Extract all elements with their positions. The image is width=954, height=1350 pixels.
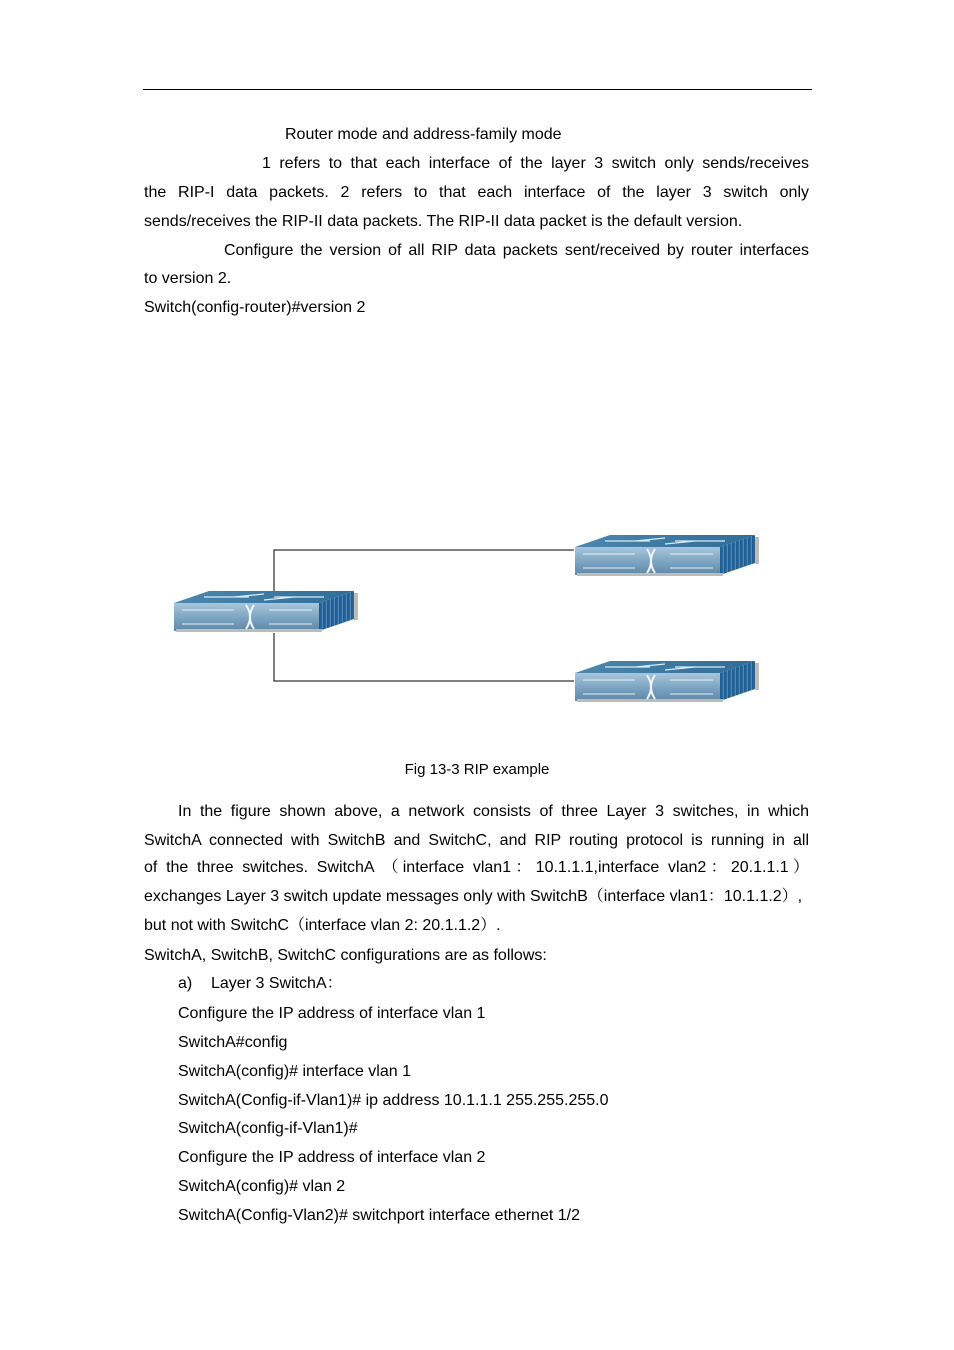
config-line: SwitchA(config-if-Vlan1)# [178,1120,358,1137]
config-line: SwitchA(Config-Vlan2)# switchport interface ethernet 1/2 [178,1207,580,1224]
config-line: SwitchA(config)# interface vlan 1 [178,1063,411,1080]
config-line: Configure the IP address of interface vlan 1 [178,1005,486,1022]
example-command: Switch(config-router)#version 2 [144,299,366,316]
figure-caption: Fig 13-3 RIP example [404,761,550,778]
usage-line: 1 refers to that each interface of the layer 3 switch only sends/receives [262,155,809,172]
config-line: SwitchA(config)# vlan 2 [178,1178,346,1195]
config-line: SwitchA#config [178,1034,288,1051]
description-line: of the three switches. SwitchA （interface vlan1：10.1.1.1,interface vlan2：20.1.1.1） [144,859,810,876]
config-item-title: Layer 3 SwitchA： [211,975,343,992]
description-line: but not with SwitchC（interface vlan 2: 20.1.1.2）. [144,917,501,934]
command-mode-text: Router mode and address-family mode [285,126,562,143]
config-line: Configure the IP address of interface vlan 2 [178,1149,486,1166]
switch-a-icon [174,591,384,632]
description-line: SwitchA connected with SwitchB and SwitchC, and RIP routing protocol is running in all [144,832,809,849]
config-line: SwitchA(Config-if-Vlan1)# ip address 10.1.1.1 255.255.255.0 [178,1092,609,1109]
example-line: to version 2. [144,270,232,287]
usage-line: the RIP-I data packets. 2 refers to that each interface of the layer 3 switch only [144,184,809,201]
usage-line: sends/receives the RIP-II data packets. The RIP-II data packet is the default version. [144,213,743,230]
switch-b-icon [575,535,785,576]
switch-c-icon [575,661,785,702]
list-marker: a) [178,975,193,992]
description-line: exchanges Layer 3 switch update messages only with SwitchB（interface vlan1：10.1.1.2）, [144,888,803,905]
example-line: Configure the version of all RIP data packets sent/received by router interfaces [224,242,809,259]
description-line: In the figure shown above, a network consists of three Layer 3 switches, in which [178,803,809,820]
config-summary: SwitchA, SwitchB, SwitchC configurations are as follows: [144,947,547,964]
